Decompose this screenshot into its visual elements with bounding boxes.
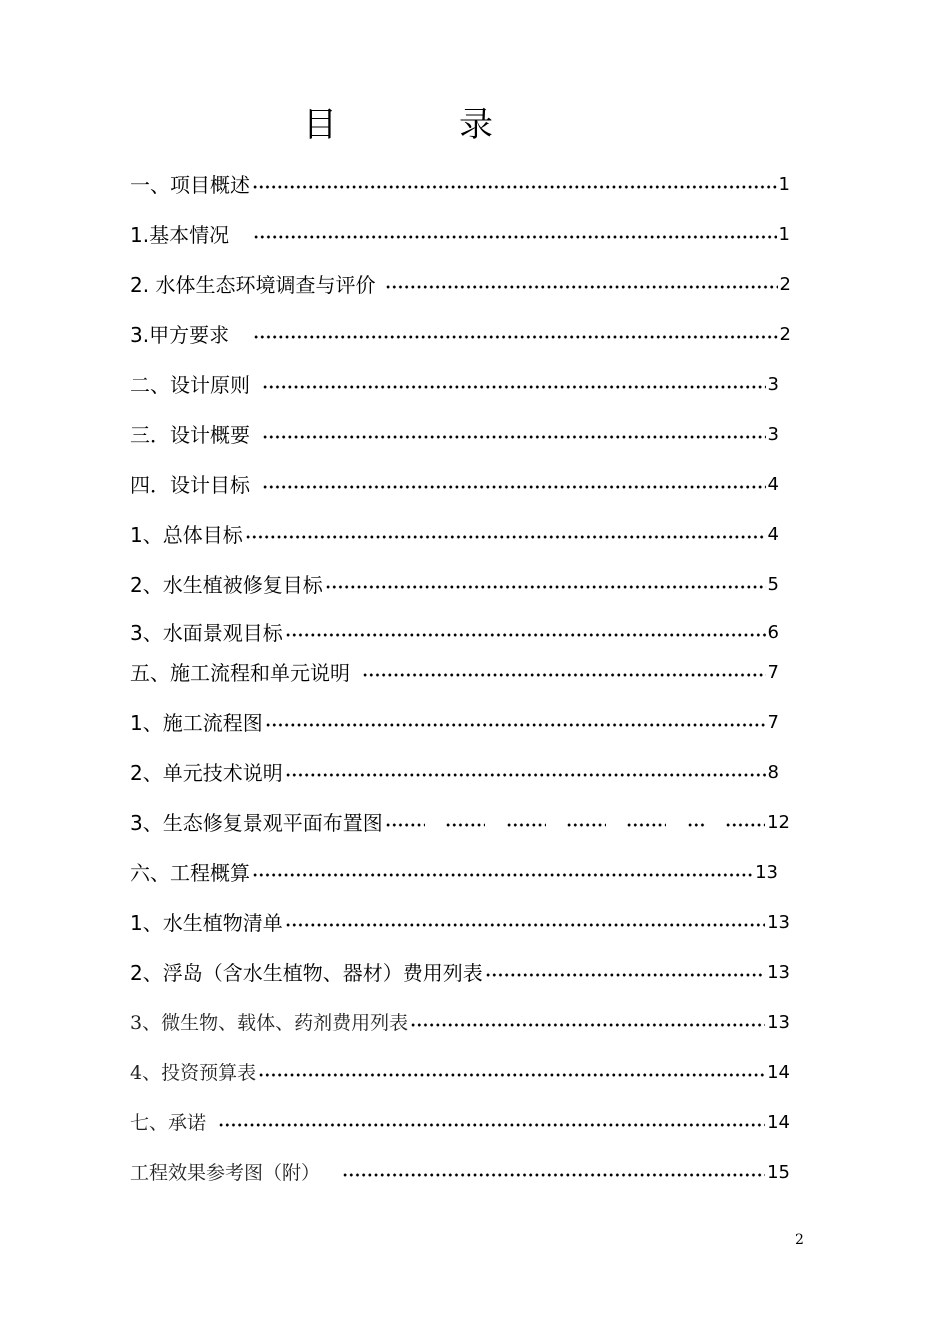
toc-entry-construction-flowchart[interactable] — [130, 708, 779, 738]
toc-entry-water-ecology-survey[interactable] — [130, 270, 791, 300]
toc-entry-label: 3、生态修复景观平面布置图 — [130, 811, 383, 835]
toc-entry-page: 13 — [755, 862, 778, 883]
toc-entry-page: 6 — [767, 622, 779, 643]
toc-entry-label: 三．设计概要 — [130, 423, 250, 447]
toc-entry-label: 1、水生植物清单 — [130, 911, 283, 935]
toc-entry-unit-technical-description[interactable] — [130, 758, 779, 788]
toc-entry-basic-situation[interactable] — [130, 220, 790, 250]
toc-entry-design-summary[interactable] — [130, 420, 779, 450]
toc-entry-label: 六、工程概算 — [130, 861, 250, 885]
dot-leader — [285, 618, 766, 648]
dot-leader — [410, 1008, 765, 1038]
toc-entry-page: 8 — [767, 762, 779, 783]
toc-entry-design-principles[interactable] — [130, 370, 779, 400]
toc-entry-project-overview[interactable] — [130, 170, 790, 200]
dot-leader — [262, 470, 766, 500]
dot-leader — [342, 1158, 765, 1188]
toc-entry-page: 12 — [767, 812, 790, 833]
toc-entry-label: 二、设计原则 — [130, 373, 250, 397]
dot-leader — [245, 520, 766, 550]
page-number: 2 — [795, 1232, 804, 1248]
toc-entry-construction-process[interactable] — [130, 658, 779, 688]
dot-leader — [252, 170, 777, 200]
dot-leader — [362, 658, 766, 688]
dot-leader — [485, 958, 765, 988]
dot-leader — [258, 1058, 765, 1088]
toc-entry-page: 4 — [767, 524, 779, 545]
toc-entry-label: 1、施工流程图 — [130, 711, 263, 735]
toc-entry-page: 1 — [778, 224, 790, 245]
dot-leader — [325, 570, 766, 600]
toc-entry-page: 2 — [779, 274, 791, 295]
toc-entry-page: 3 — [767, 424, 779, 445]
dot-leader — [385, 270, 777, 300]
dot-leader — [265, 708, 766, 738]
toc-entry-effect-reference[interactable] — [130, 1158, 790, 1188]
toc-entry-page: 4 — [767, 474, 779, 495]
toc-entry-page: 3 — [767, 374, 779, 395]
toc-entry-page: 7 — [767, 662, 779, 683]
dot-leader — [385, 808, 765, 838]
toc-entry-aquatic-plant-list[interactable] — [130, 908, 790, 938]
toc-entry-page: 5 — [767, 574, 779, 595]
toc-entry-label: 2. 水体生态环境调查与评价 — [130, 273, 376, 297]
toc-entry-label: 2、浮岛（含水生植物、器材）费用列表 — [130, 961, 483, 985]
toc-entry-design-goals[interactable] — [130, 470, 779, 500]
toc-entry-layout-plan[interactable] — [130, 808, 790, 838]
toc-entry-label: 工程效果参考图（附） — [130, 1162, 321, 1184]
toc-entry-label: 1.基本情况 — [130, 223, 230, 247]
toc-entry-page: 2 — [779, 324, 791, 345]
toc-entry-label: 1、总体目标 — [130, 523, 243, 547]
toc-entry-investment-budget[interactable] — [130, 1058, 790, 1088]
toc-entry-label: 3、水面景观目标 — [130, 621, 283, 645]
toc-entry-page: 13 — [767, 962, 790, 983]
dot-leader — [252, 858, 753, 888]
toc-entry-overall-goal[interactable] — [130, 520, 779, 550]
dot-leader — [262, 420, 766, 450]
toc-entry-label: 七、承诺 — [130, 1112, 207, 1134]
toc-entry-label: 3.甲方要求 — [130, 323, 230, 347]
toc-entry-microbe-costs[interactable] — [130, 1008, 790, 1038]
dot-leader — [253, 220, 776, 250]
toc-entry-label: 3、微生物、载体、药剂费用列表 — [130, 1012, 409, 1034]
toc-entry-label: 五、施工流程和单元说明 — [130, 661, 350, 685]
toc-entry-page: 1 — [778, 174, 790, 195]
dot-leader — [262, 370, 766, 400]
toc-entry-page: 13 — [767, 1012, 790, 1033]
toc-entry-page: 13 — [767, 912, 790, 933]
toc-entry-page: 14 — [767, 1112, 790, 1133]
toc-title: 目 录 — [303, 105, 537, 145]
dot-leader — [285, 908, 765, 938]
dot-leader — [218, 1108, 765, 1138]
toc-entry-project-estimate[interactable] — [130, 858, 778, 888]
toc-entry-label: 2、单元技术说明 — [130, 761, 283, 785]
dot-leader — [285, 758, 766, 788]
toc-entry-page: 14 — [767, 1062, 790, 1083]
toc-entry-water-landscape-goal[interactable] — [130, 618, 779, 648]
toc-entry-label: 一、项目概述 — [130, 173, 250, 197]
toc-entry-label: 2、水生植被修复目标 — [130, 573, 323, 597]
table-of-contents — [130, 0, 830, 1344]
toc-entry-label: 4、投资预算表 — [130, 1062, 257, 1084]
toc-entry-page: 7 — [767, 712, 779, 733]
toc-entry-client-requirements[interactable] — [130, 320, 791, 350]
toc-entry-commitment[interactable] — [130, 1108, 790, 1138]
toc-entry-label: 四．设计目标 — [130, 473, 250, 497]
dot-leader — [253, 320, 777, 350]
toc-entry-page: 15 — [767, 1162, 790, 1183]
toc-entry-aquatic-vegetation-goal[interactable] — [130, 570, 779, 600]
toc-entry-floating-island-costs[interactable] — [130, 958, 790, 988]
